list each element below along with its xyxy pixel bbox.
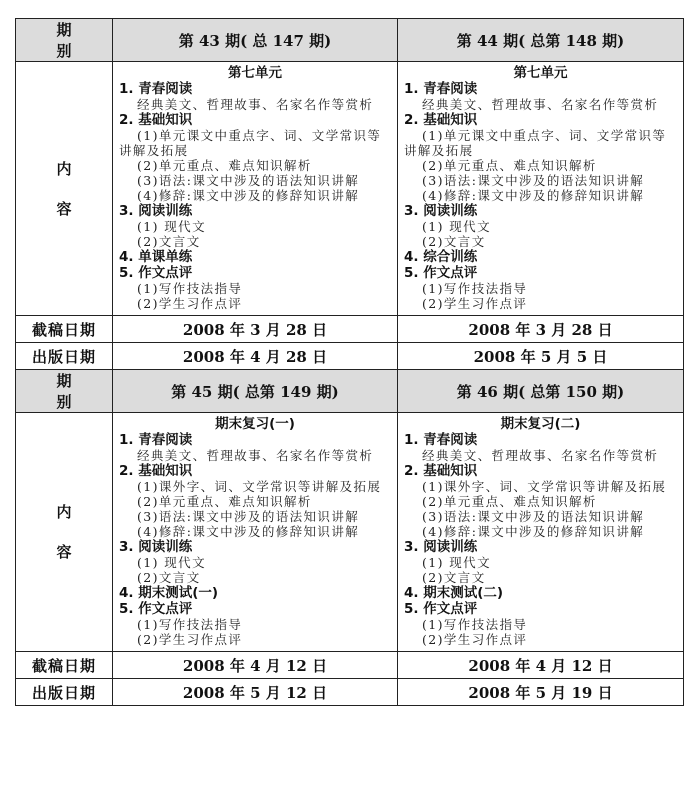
deadline-date: 2008 年 4 月 12 日 <box>398 652 684 679</box>
content-label-top: 内 <box>56 503 72 521</box>
section-item: (3)语法:课文中涉及的语法知识讲解 <box>422 173 645 188</box>
section-title: 2. 基础知识 <box>119 463 193 479</box>
section-item: (2)学生习作点评 <box>137 632 243 647</box>
section-title: 3. 阅读训练 <box>119 203 193 219</box>
section-title: 5. 作文点评 <box>119 265 193 281</box>
section-item: (3)语法:课文中涉及的语法知识讲解 <box>137 509 360 524</box>
section-title: 3. 阅读训练 <box>119 539 193 555</box>
section-item: (1)写作技法指导 <box>422 281 528 296</box>
section-title: 1. 青春阅读 <box>404 81 478 97</box>
issue-title: 第 44 期( 总第 148 期) <box>398 19 684 62</box>
section-title: 3. 阅读训练 <box>404 203 478 219</box>
section-item: 经典美文、哲理故事、名家名作等赏析 <box>137 97 374 112</box>
period-label: 期别 <box>16 370 113 413</box>
issue-title: 第 46 期( 总第 150 期) <box>398 370 684 413</box>
deadline-label: 截稿日期 <box>16 316 113 343</box>
section-item: (2)学生习作点评 <box>422 632 528 647</box>
header-row-2 <box>16 370 684 413</box>
section-item: (1)单元课文中重点字、词、文学常识等讲解及拓展 <box>404 128 667 158</box>
content-label-bottom: 容 <box>56 199 72 218</box>
section-item: (2)单元重点、难点知识解析 <box>422 494 597 509</box>
publish-label: 出版日期 <box>16 679 113 706</box>
section-title: 2. 基础知识 <box>404 463 478 479</box>
issue-content <box>398 413 684 652</box>
publish-date: 2008 年 4 月 28 日 <box>113 343 398 370</box>
section-title: 5. 作文点评 <box>404 601 478 617</box>
unit-title: 第七单元 <box>513 65 568 81</box>
publish-date: 2008 年 5 月 12 日 <box>113 679 398 706</box>
deadline-date: 2008 年 3 月 28 日 <box>398 316 684 343</box>
section-title: 4. 期末测试(二) <box>404 585 504 601</box>
deadline-row-1 <box>16 316 684 343</box>
unit-title: 期末复习(二) <box>500 416 581 432</box>
content-row-1 <box>16 62 684 316</box>
section-item: (1)写作技法指导 <box>422 617 528 632</box>
publish-date: 2008 年 5 月 5 日 <box>398 343 684 370</box>
header-row-1 <box>16 19 684 62</box>
section-item: (2)单元重点、难点知识解析 <box>137 158 312 173</box>
section-item: 经典美文、哲理故事、名家名作等赏析 <box>422 448 659 463</box>
issue-schedule-table <box>15 18 684 706</box>
section-item: (1) 现代文 <box>137 219 206 234</box>
section-item: (2)文言文 <box>422 234 486 249</box>
section-item: (2)学生习作点评 <box>137 296 243 311</box>
section-item: 经典美文、哲理故事、名家名作等赏析 <box>422 97 659 112</box>
section-item: (4)修辞:课文中涉及的修辞知识讲解 <box>422 524 645 539</box>
unit-title: 期末复习(一) <box>215 416 295 432</box>
publish-date: 2008 年 5 月 19 日 <box>398 679 684 706</box>
deadline-label: 截稿日期 <box>16 652 113 679</box>
section-item: (2)文言文 <box>422 570 486 585</box>
section-item: (1) 现代文 <box>137 555 206 570</box>
publish-row-2 <box>16 679 684 706</box>
section-title: 4. 综合训练 <box>404 249 478 265</box>
deadline-row-2 <box>16 652 684 679</box>
content-row-2 <box>16 413 684 652</box>
period-label: 期别 <box>16 19 113 62</box>
content-label <box>16 413 113 652</box>
section-title: 1. 青春阅读 <box>404 432 478 448</box>
deadline-date: 2008 年 3 月 28 日 <box>113 316 398 343</box>
section-item: 经典美文、哲理故事、名家名作等赏析 <box>137 448 374 463</box>
section-title: 1. 青春阅读 <box>119 81 193 97</box>
section-title: 3. 阅读训练 <box>404 539 478 555</box>
section-title: 4. 期末测试(一) <box>119 585 219 601</box>
section-title: 5. 作文点评 <box>404 265 478 281</box>
section-item: (1)写作技法指导 <box>137 281 243 296</box>
section-item: (4)修辞:课文中涉及的修辞知识讲解 <box>422 188 645 203</box>
publish-row-1 <box>16 343 684 370</box>
section-item: (1)单元课文中重点字、词、文学常识等讲解及拓展 <box>119 128 382 158</box>
section-title: 2. 基础知识 <box>119 112 193 128</box>
content-label <box>16 62 113 316</box>
section-item: (1)课外字、词、文学常识等讲解及拓展 <box>137 479 382 494</box>
section-title: 2. 基础知识 <box>404 112 478 128</box>
section-item: (4)修辞:课文中涉及的修辞知识讲解 <box>137 188 360 203</box>
issue-title: 第 45 期( 总第 149 期) <box>113 370 398 413</box>
issue-content <box>398 62 684 316</box>
section-title: 5. 作文点评 <box>119 601 193 617</box>
section-title: 4. 单课单练 <box>119 249 193 265</box>
content-label-bottom: 容 <box>56 543 72 561</box>
section-item: (2)单元重点、难点知识解析 <box>422 158 597 173</box>
section-item: (1)课外字、词、文学常识等讲解及拓展 <box>422 479 667 494</box>
section-item: (1) 现代文 <box>422 219 491 234</box>
section-item: (3)语法:课文中涉及的语法知识讲解 <box>137 173 360 188</box>
section-title: 1. 青春阅读 <box>119 432 193 448</box>
issue-content <box>113 413 398 652</box>
deadline-date: 2008 年 4 月 12 日 <box>113 652 398 679</box>
publish-label: 出版日期 <box>16 343 113 370</box>
content-label-top: 内 <box>56 159 72 178</box>
section-item: (3)语法:课文中涉及的语法知识讲解 <box>422 509 645 524</box>
section-item: (1)写作技法指导 <box>137 617 243 632</box>
section-item: (2)文言文 <box>137 234 201 249</box>
section-item: (2)文言文 <box>137 570 201 585</box>
unit-title: 第七单元 <box>228 65 282 81</box>
section-item: (1) 现代文 <box>422 555 491 570</box>
section-item: (4)修辞:课文中涉及的修辞知识讲解 <box>137 524 360 539</box>
issue-content <box>113 62 398 316</box>
section-item: (2)单元重点、难点知识解析 <box>137 494 312 509</box>
section-item: (2)学生习作点评 <box>422 296 528 311</box>
issue-title: 第 43 期( 总 147 期) <box>113 19 398 62</box>
